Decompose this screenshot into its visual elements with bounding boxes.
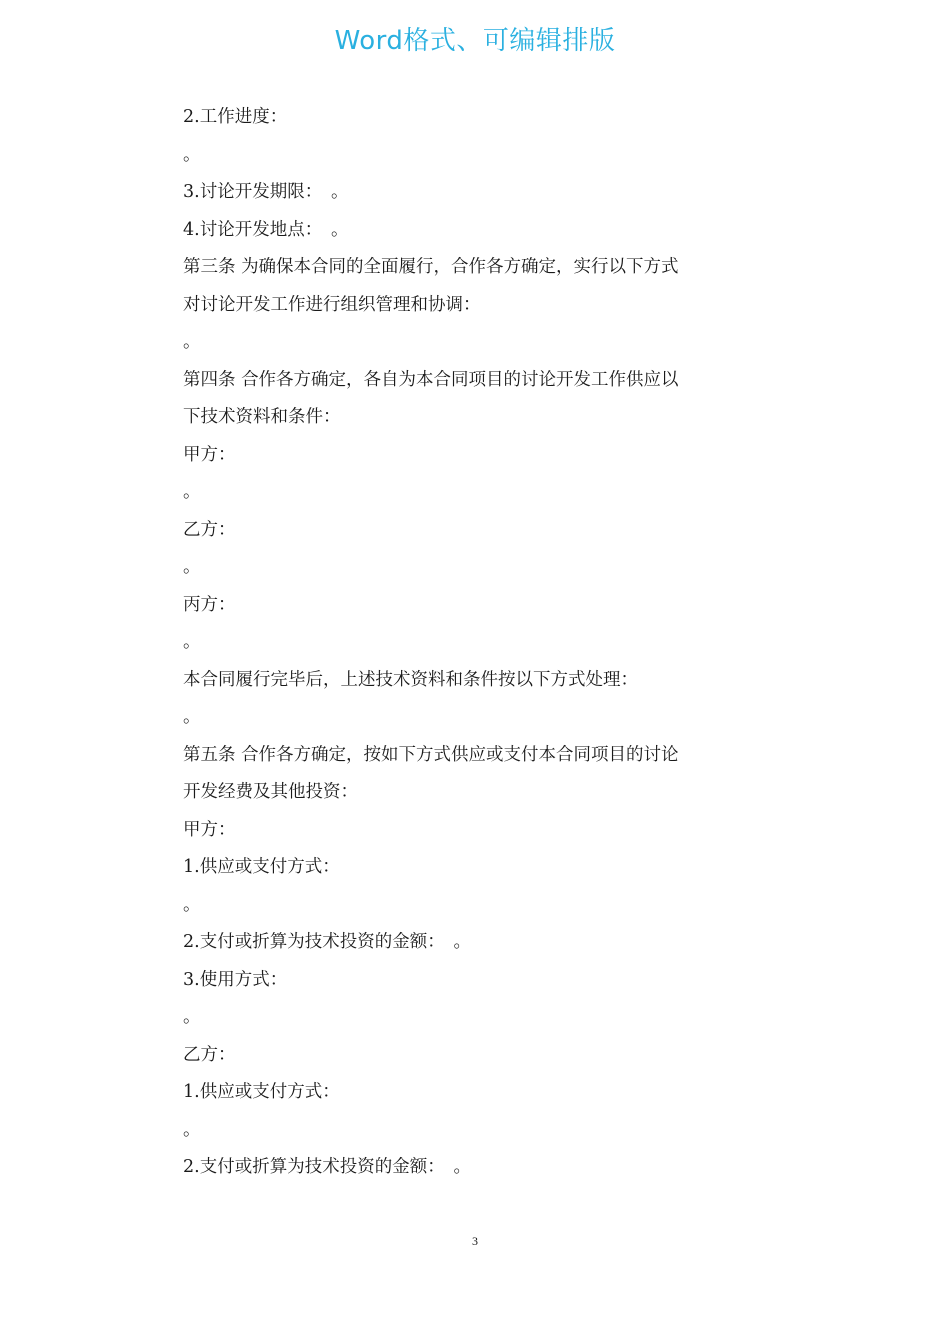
document-body (183, 99, 743, 1187)
text-line: 。 (183, 482, 201, 502)
text-line: 2.支付或折算为技术投资的金额： 。 (183, 1157, 471, 1177)
party-c-label: 丙方： (183, 594, 236, 615)
article-5-line-2: 开发经费及其他投资： (183, 782, 358, 802)
party-a-label: 甲方： (183, 819, 236, 840)
article-4-line-1: 第四条 合作各方确定，各自为本合同项目的讨论开发工作供应以 (183, 369, 679, 390)
text-line: 。 (183, 332, 201, 352)
page-number: 3 (472, 1234, 478, 1248)
article-3-line-1: 第三条 为确保本合同的全面履行，合作各方确定，实行以下方式 (183, 257, 679, 277)
text-line: 2.工作进度： (183, 107, 288, 127)
page-header-title: Word格式、可编辑排版 (334, 26, 616, 56)
text-line: 。 (183, 557, 201, 577)
text-line: 2.支付或折算为技术投资的金额： 。 (183, 932, 471, 952)
text-line: 。 (183, 632, 201, 652)
text-line: 。 (183, 894, 201, 915)
text-line: 本合同履行完毕后，上述技术资料和条件按以下方式处理： (183, 669, 638, 690)
text-line: 4.讨论开发地点： 。 (183, 219, 349, 240)
party-b-label: 乙方： (183, 1044, 236, 1065)
text-line: 。 (183, 1119, 201, 1140)
text-line: 3.讨论开发期限： 。 (183, 182, 349, 202)
article-4-line-2: 下技术资料和条件： (183, 407, 341, 427)
party-a-label: 甲方： (183, 444, 236, 465)
text-line: 1.供应或支付方式： (183, 1082, 340, 1102)
party-b-label: 乙方： (183, 519, 236, 540)
article-3-line-2: 对讨论开发工作进行组织管理和协调： (183, 294, 481, 315)
article-5-line-1: 第五条 合作各方确定，按如下方式供应或支付本合同项目的讨论 (183, 744, 679, 765)
text-line: 1.供应或支付方式： (183, 857, 340, 877)
text-line: 。 (183, 144, 201, 165)
text-line: 3.使用方式： (183, 969, 288, 990)
text-line: 。 (183, 707, 201, 727)
text-line: 。 (183, 1007, 201, 1027)
